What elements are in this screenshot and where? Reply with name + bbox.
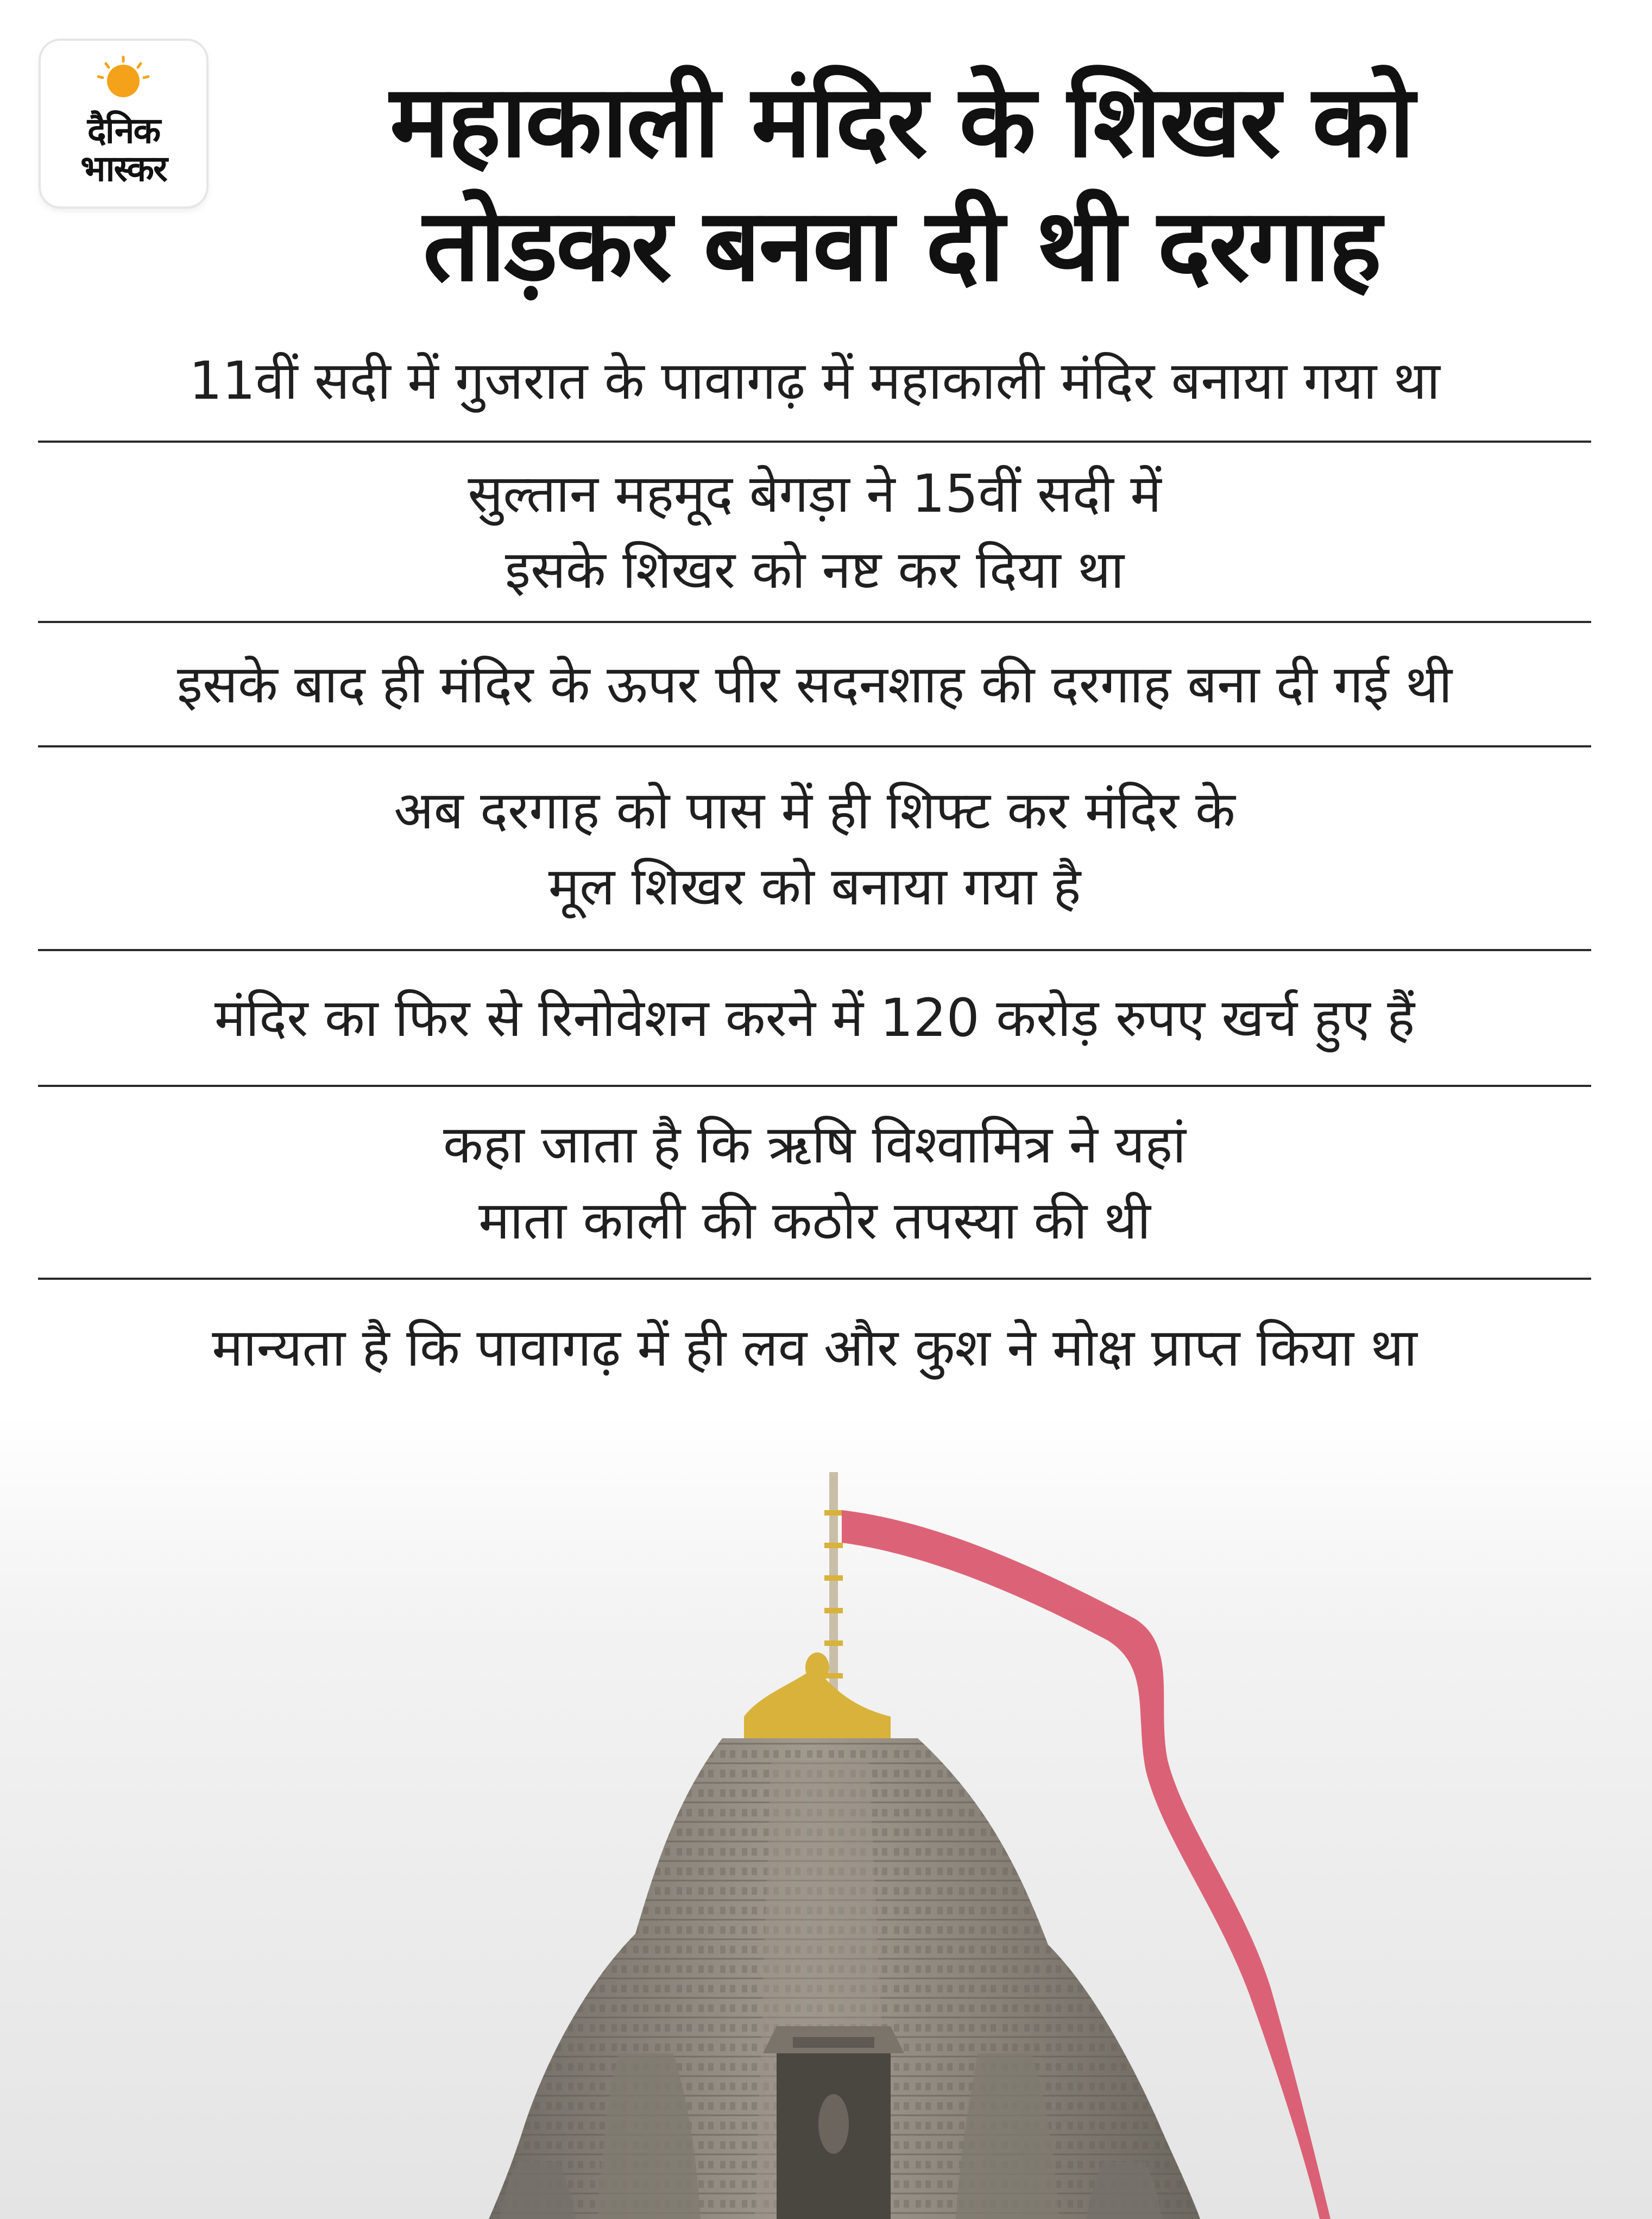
fact-item-5	[38, 951, 1591, 1087]
fact-text: मंदिर का फिर से रिनोवेशन करने में 120 करोड़ रुपए खर्च हुए हैं	[214, 988, 1415, 1048]
fact-item-2	[38, 443, 1591, 623]
dainik-bhaskar-logo	[41, 41, 206, 206]
fact-text: इसके शिखर को नष्ट कर दिया था	[505, 539, 1125, 600]
fact-text: माता काली की कठोर तपस्या की थी	[478, 1190, 1151, 1251]
headline-line-2: तोड़कर बनवा दी थी दरगाह	[423, 187, 1380, 304]
fact-item-4	[38, 747, 1591, 951]
facts-list	[38, 320, 1591, 1416]
fact-text: 11वीं सदी में गुजरात के पावागढ़ में महाकाली मंदिर बनाया गया था	[189, 350, 1440, 411]
fact-item-7	[38, 1280, 1591, 1416]
fact-item-3	[38, 623, 1591, 747]
fact-item-1	[38, 320, 1591, 443]
fact-text: इसके बाद ही मंदिर के ऊपर पीर सदनशाह की दरगाह बना दी गई थी	[176, 653, 1453, 715]
fact-text: मूल शिखर को बनाया गया है	[548, 856, 1081, 917]
fact-text: अब दरगाह को पास में ही शिफ्ट कर मंदिर के	[394, 780, 1235, 841]
logo-text-bhaskar: भास्कर	[80, 148, 167, 190]
headline	[239, 60, 1564, 307]
temple-photo	[0, 1412, 1652, 2219]
fact-text: मान्यता है कि पावागढ़ में ही लव और कुश ने मोक्ष प्राप्त किया था	[212, 1317, 1417, 1378]
headline-line-1: महाकाली मंदिर के शिखर को	[389, 64, 1414, 180]
fact-text: सुल्तान महमूद बेगड़ा ने 15वीं सदी में	[468, 463, 1162, 524]
fact-item-6	[38, 1087, 1591, 1280]
logo-text-dainik: दैनिक	[87, 110, 160, 152]
fact-text: कहा जाता है कि ऋषि विश्वामित्र ने यहां	[443, 1114, 1186, 1175]
